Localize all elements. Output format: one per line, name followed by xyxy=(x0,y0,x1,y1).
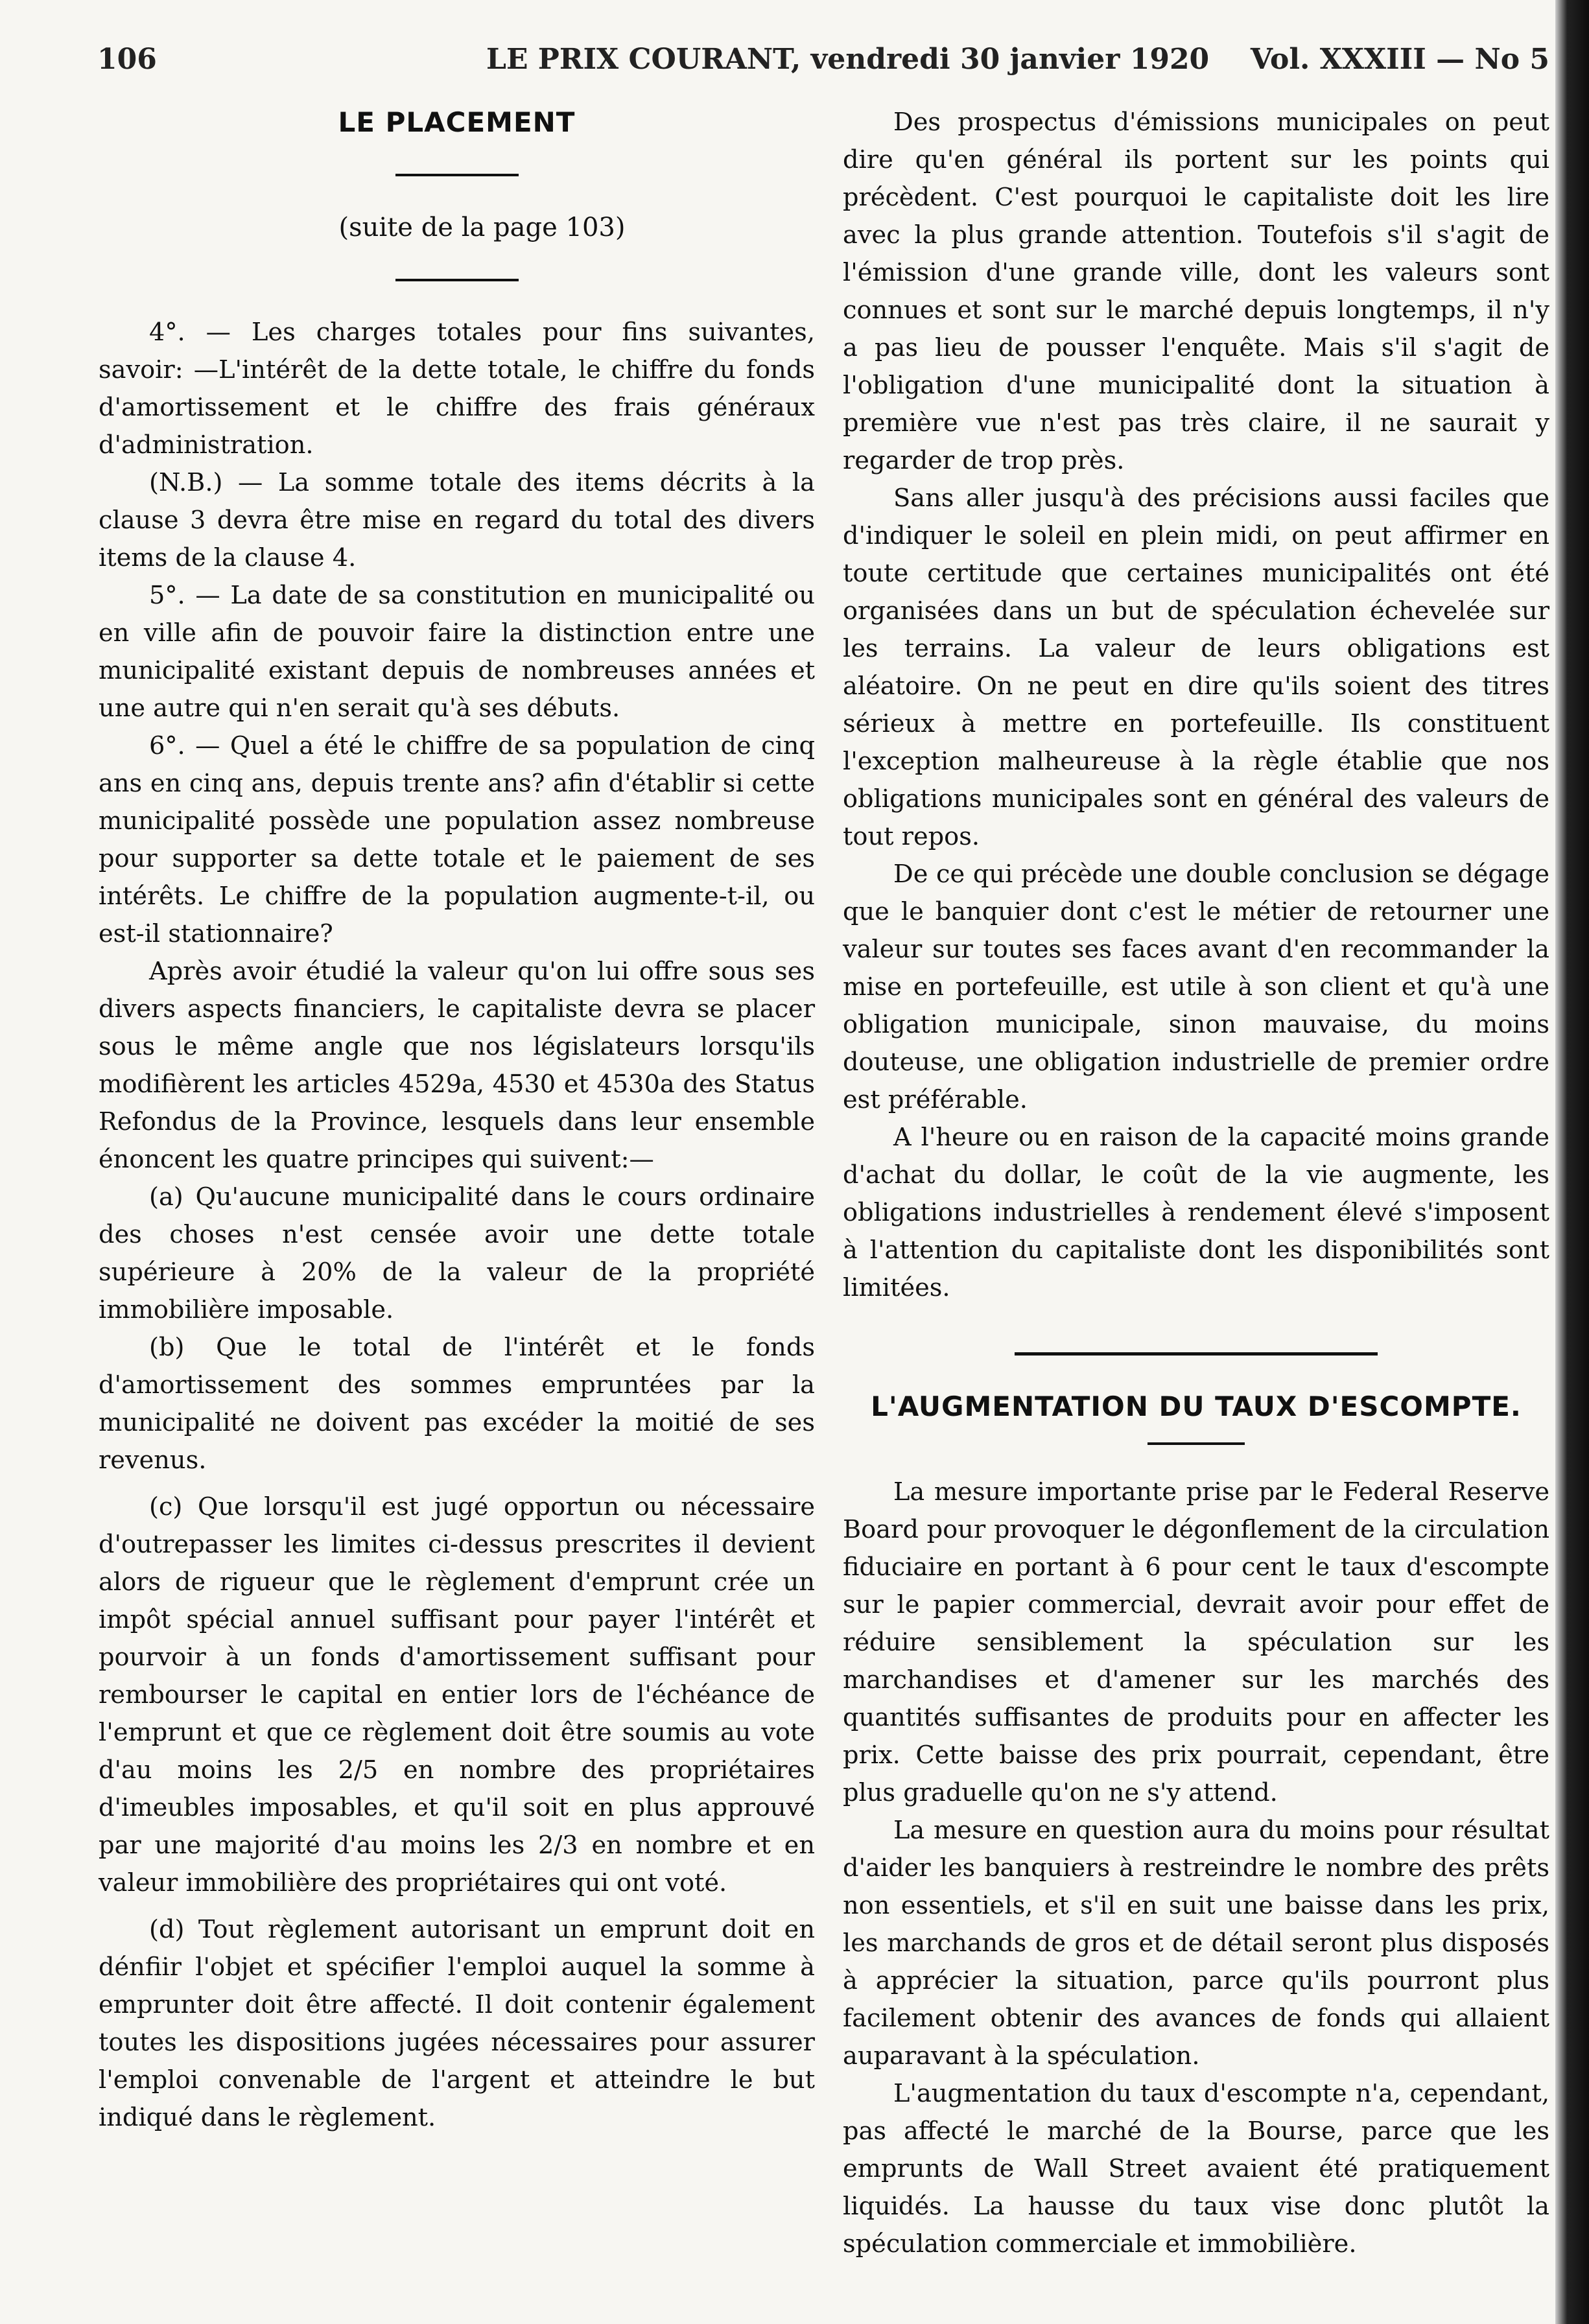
paragraph: A l'heure ou en raison de la capacité moins grande d'achat du dollar, le coût de la vie augmente, les obligations industrielles à rendement élevé s'imposent à l'attention du capitaliste dont les disponibilités sont limitées. xyxy=(843,1123,1549,1302)
title-rule xyxy=(395,174,519,176)
page-edge-shadow xyxy=(1555,0,1589,2324)
article-separator-rule xyxy=(1015,1352,1378,1356)
paragraph: 5°. — La date de sa constitution en municipalité ou en ville afin de pouvoir faire la distinction entre une municipalité existant depuis de nombreuses années et une autre qui n'en serait qu'à ses débuts. xyxy=(99,581,815,723)
page-number: 106 xyxy=(97,43,157,76)
article-title: LE PLACEMENT xyxy=(338,106,576,138)
publication-line: LE PRIX COURANT, vendredi 30 janvier 1920 xyxy=(486,43,1210,76)
paragraph: Sans aller jusqu'à des précisions aussi faciles que d'indiquer le soleil en plein midi, on peut affirmer en toute certitude que certaines municipalités ont été organisées dans un but de spéculation échevelée sur les terrains. La valeur de leurs obligations est aléatoire. On ne peut en dire qu'ils soient des titres sérieux à mettre en portefeuille. Ils constituent l'exception malheureuse à la règle établie que nos obligations municipales sont en général des valeurs de tout repos. xyxy=(843,484,1549,851)
paragraph: 4°. — Les charges totales pour fins suivantes, savoir: —L'intérêt de la dette totale, le chiffre du fonds d'amortissement et le chiffre des frais généraux d'administration. xyxy=(99,318,815,460)
paragraph: L'augmentation du taux d'escompte n'a, cependant, pas affecté le marché de la Bourse, parce que les emprunts de Wall Street avaient été pratiquement liquidés. La hausse du taux vise donc plutôt la spéculation commerciale et immobilière. xyxy=(843,2079,1549,2259)
paragraph: Des prospectus d'émissions municipales on peut dire qu'en général ils portent sur les points qui précèdent. C'est pourquoi le capitaliste doit les lire avec la plus grande attention. Toutefois s'il s'agit de l'émission d'une grande ville, dont les valeurs sont connues et sont sur le marché depuis longtemps, il n'y a pas lieu de pousser l'enquête. Mais s'il s'agit de l'obligation d'une municipalité dont la situation à première vue n'est pas très claire, il ne saurait y regarder de trop près. xyxy=(843,108,1549,475)
paragraph: La mesure en question aura du moins pour résultat d'aider les banquiers à restreindre le nombre des prêts non essentiels, et s'il en suit une baisse dans les prix, les marchands de gros et de détail seront plus disposés à apprécier la situation, parce qu'ils pourront plus facilement obtenir des avances de fonds qui allaient auparavant à la spéculation. xyxy=(843,1816,1549,2071)
paragraph: 6°. — Quel a été le chiffre de sa population de cinq ans en cinq ans, depuis trente ans? afin d'établir si cette municipalité possède une population assez nombreuse pour supporter sa dette totale et le paiement de ses intérêts. Le chiffre de la population augmente-t-il, ou est-il stationnaire? xyxy=(99,731,815,948)
principle-b: (b) Que le total de l'intérêt et le fonds d'amortissement des sommes empruntées par la municipalité ne doivent pas excéder la moitié de ses revenus. xyxy=(99,1333,815,1475)
left-column xyxy=(99,104,815,2137)
right-column xyxy=(843,104,1549,2263)
article-subtitle: (suite de la page 103) xyxy=(338,213,626,242)
principle-d: (d) Tout règlement autorisant un emprunt doit en dénfiir l'objet et spécifier l'emploi auquel la somme à emprunter doit être affecté. Il doit contenir également toutes les dispositions jugées nécessaires pour assurer l'emploi convenable de l'argent et atteindre le but indiqué dans le règlement. xyxy=(99,1915,815,2132)
paragraph: De ce qui précède une double conclusion se dégage que le banquier dont c'est le métier de retourner une valeur sur toutes ses faces avant d'en recommander la mise en portefeuille, est utile à son client et qu'à une obligation municipale, sinon mauvaise, du moins douteuse, une obligation industrielle de premier ordre est préférable. xyxy=(843,860,1549,1114)
principle-a: (a) Qu'aucune municipalité dans le cours ordinaire des choses n'est censée avoir une dette totale supérieure à 20% de la valeur de la propriété immobilière imposable. xyxy=(99,1182,815,1324)
principle-c: (c) Que lorsqu'il est jugé opportun ou nécessaire d'outrepasser les limites ci-dessus prescrites il devient alors de rigueur que le règlement d'emprunt crée un impôt spécial annuel suffisant pour payer l'intérêt et pourvoir à un fonds d'amortissement suffisant pour rembourser le capital en entier lors de l'échéance de l'emprunt et que ce règlement doit être soumis au vote d'au moins les 2/5 en nombre des propriétaires d'imeubles imposables, et qu'il soit en plus approuvé par une majorité d'au moins les 2/3 en nombre et en valeur immobilière des propriétaires qui ont voté. xyxy=(99,1492,815,1897)
running-header xyxy=(84,39,1549,84)
subtitle-rule xyxy=(395,279,519,281)
article-title: L'AUGMENTATION DU TAUX D'ESCOMPTE. xyxy=(871,1391,1522,1422)
paragraph: (N.B.) — La somme totale des items décrits à la clause 3 devra être mise en regard du total des divers items de la clause 4. xyxy=(99,468,815,572)
paragraph: La mesure importante prise par le Federal Reserve Board pour provoquer le dégonflement de la circulation fiduciaire en portant à 6 pour cent le taux d'escompte sur le papier commercial, devrait avoir pour effet de réduire sensiblement la spéculation sur les marchandises et d'amener sur les marchés des quantités suffisantes de produits pour en affecter les prix. Cette baisse des prix pourrait, cependant, être plus graduelle qu'on ne s'y attend. xyxy=(843,1477,1549,1807)
volume-number: Vol. XXXIII — No 5 xyxy=(1250,43,1549,76)
paragraph: Après avoir étudié la valeur qu'on lui offre sous ses divers aspects financiers, le capitaliste devra se placer sous le même angle que nos législateurs lorsqu'ils modifièrent les articles 4529a, 4530 et 4530a des Status Refondus de la Province, lesquels dans leur ensemble énoncent les quatre principes qui suivent:— xyxy=(99,957,815,1174)
title-rule xyxy=(1148,1442,1245,1445)
